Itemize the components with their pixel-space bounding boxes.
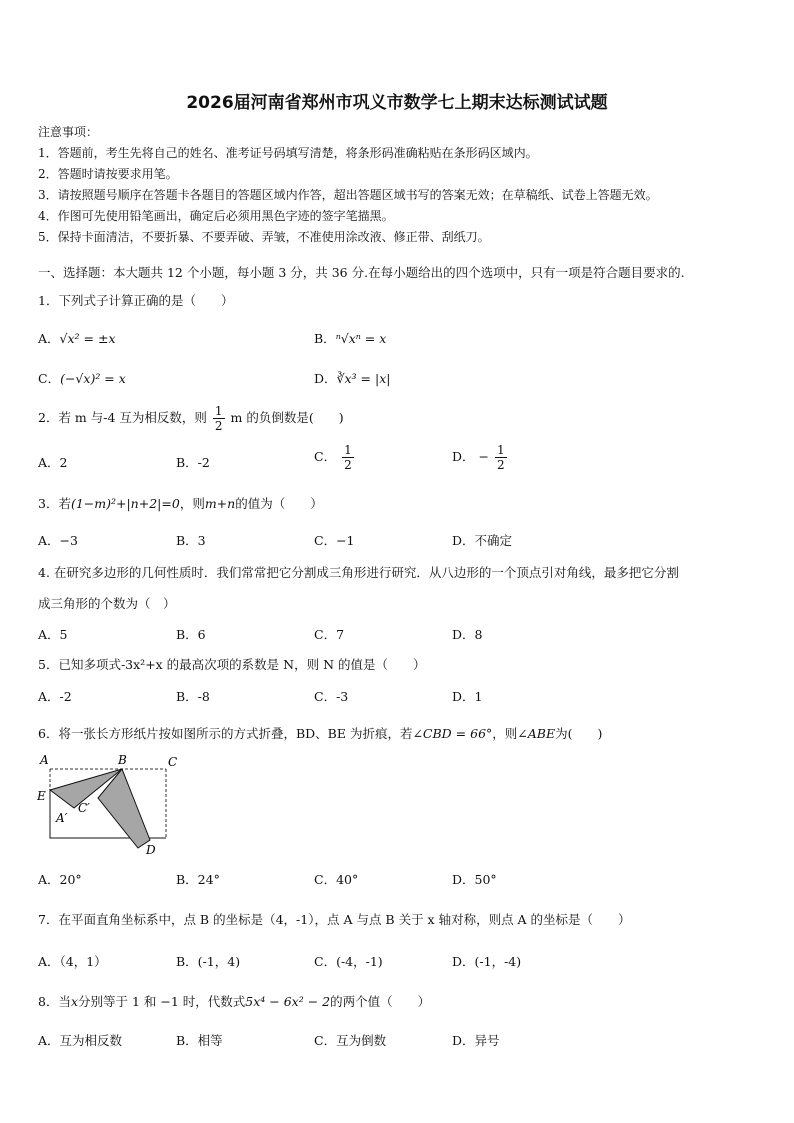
question-8-stem <box>38 992 430 1010</box>
angle-expression: ∠CBD = 66° <box>412 726 493 741</box>
notes-heading: 注意事项： <box>38 125 99 139</box>
stem-text: 分别等于 1 和 −1 时，代数式 <box>78 994 246 1009</box>
q8-option-d: D．异号 <box>452 1033 500 1048</box>
q7-option-c: C．(-4，-1) <box>314 954 383 969</box>
q3-option-d: D．不确定 <box>452 533 513 548</box>
q1-option-b <box>314 329 386 347</box>
q3-option-a: A．−3 <box>38 533 78 548</box>
q6-option-d: D．50° <box>452 872 497 887</box>
q3-option-b: B．3 <box>176 533 206 548</box>
option-label: D． <box>452 449 475 464</box>
note-item: 5．保持卡面清洁，不要折暴、不要弄破、弄皱，不准使用涂改液、修正带、刮纸刀。 <box>38 230 490 244</box>
stem-text: ，则 <box>492 726 518 741</box>
math-expression: 5x⁴ − 6x² − 2 <box>245 994 331 1009</box>
stem-text: m 的负倒数是( ) <box>230 410 344 425</box>
denominator: 2 <box>344 458 352 472</box>
denominator: 2 <box>496 458 505 472</box>
q2-option-c <box>314 443 356 472</box>
question-3-stem <box>38 494 323 512</box>
note-item: 1．答题前，考生先将自己的姓名、准考证号码填写清楚，将条形码准确粘贴在条形码区域内。 <box>38 146 538 160</box>
question-6-stem <box>38 724 602 742</box>
q8-option-c: C．互为倒数 <box>314 1033 387 1048</box>
q7-option-d: D．(-1，-4) <box>452 954 522 969</box>
stem-text: 3．若 <box>38 496 71 511</box>
q7-option-a: A．（4，1） <box>38 954 107 969</box>
stem-text: ，则 <box>179 496 205 511</box>
question-4-stem-line2: 成三角形的个数为（ ） <box>38 596 176 611</box>
option-label: C． <box>314 449 337 464</box>
notes-block <box>38 122 658 248</box>
stem-text: 的值为（ ） <box>235 496 323 511</box>
label-A-prime: A′ <box>56 811 68 825</box>
angle-expression: ∠ABE <box>517 726 556 741</box>
fraction <box>495 443 507 472</box>
option-label: D． <box>314 371 337 386</box>
q3-option-c: C．−1 <box>314 533 355 548</box>
q5-option-c: C．-3 <box>314 689 349 704</box>
question-7-stem: 7．在平面直角坐标系中，点 B 的坐标是（4，-1），点 A 与点 B 关于 x 轴对称，则点 A 的坐标是（ ） <box>38 912 631 927</box>
q4-option-c: C．7 <box>314 627 345 642</box>
question-2-stem <box>38 404 344 433</box>
q2-option-d <box>452 443 509 472</box>
q8-option-a: A．互为相反数 <box>38 1033 123 1048</box>
numerator: 1 <box>344 443 352 457</box>
label-E: E <box>37 789 46 803</box>
label-C: C <box>168 755 178 769</box>
q8-option-b: B．相等 <box>176 1033 223 1048</box>
q4-option-a: A．5 <box>38 627 68 642</box>
q4-option-b: B．6 <box>176 627 206 642</box>
q6-option-b: B．24° <box>176 872 220 887</box>
section-heading: 一、选择题：本大题共 12 个小题，每小题 3 分，共 36 分.在每小题给出的四个选项中，只有一项是符合题目要求的. <box>38 265 685 280</box>
q7-option-b: B．(-1，4) <box>176 954 241 969</box>
option-math: ∛x³ = |x| <box>336 371 391 386</box>
numerator: 1 <box>496 443 505 457</box>
q5-option-b: B．-8 <box>176 689 210 704</box>
q6-option-a: A．20° <box>38 872 82 887</box>
q1-option-a <box>38 329 116 347</box>
label-B: B <box>118 753 127 767</box>
stem-text: 6．将一张长方形纸片按如图所示的方式折叠，BD、BE 为折痕，若 <box>38 726 413 741</box>
label-D: D <box>146 843 156 857</box>
question-4-stem-line1: 4. 在研究多边形的几何性质时．我们常常把它分割成三角形进行研究．从八边形的一个顶点引对角线，最多把它分割 <box>38 565 679 580</box>
q1-option-c <box>38 369 126 387</box>
fraction <box>213 404 225 433</box>
stem-text: 的两个值（ ） <box>330 994 431 1009</box>
question-1-stem: 1．下列式子计算正确的是（ ） <box>38 293 234 308</box>
math-expression: m+n <box>204 496 236 511</box>
minus-sign: − <box>478 449 489 464</box>
q4-option-d: D．8 <box>452 627 483 642</box>
stem-text: 2．若 m 与-4 互为相反数，则 <box>38 410 207 425</box>
note-item: 2．答题时请按要求用笔。 <box>38 167 178 181</box>
stem-text: 8．当 <box>38 994 71 1009</box>
stem-text: 为( ) <box>555 726 603 741</box>
math-expression: (1−m)²+|n+2|=0 <box>70 496 180 511</box>
q1-option-d <box>314 369 390 387</box>
numerator: 1 <box>214 404 223 418</box>
option-label: B． <box>314 331 336 346</box>
variable-x: x <box>70 994 79 1009</box>
option-label: A． <box>38 331 60 346</box>
denominator: 2 <box>214 419 223 433</box>
fraction <box>342 443 354 472</box>
q6-option-c: C．40° <box>314 872 359 887</box>
note-item: 3．请按照题号顺序在答题卡各题目的答题区域内作答，超出答题区域书写的答案无效；在草稿纸、试卷上答题无效。 <box>38 188 658 202</box>
fold-diagram <box>34 752 184 858</box>
q5-option-a: A．-2 <box>38 689 72 704</box>
option-math: √x² = ±x <box>59 331 116 346</box>
option-math: ⁿ√xⁿ = x <box>335 331 387 346</box>
q2-option-a: A．2 <box>38 455 68 470</box>
label-A: A <box>40 753 49 767</box>
option-math: (−√x)² = x <box>60 371 126 386</box>
question-5-stem: 5．已知多项式-3x²+x 的最高次项的系数是 N，则 N 的值是（ ） <box>38 657 426 672</box>
q5-option-d: D．1 <box>452 689 483 704</box>
option-label: C． <box>38 371 61 386</box>
note-item: 4．作图可先使用铅笔画出，确定后必须用黑色字迹的签字笔描黑。 <box>38 209 394 223</box>
q2-option-b: B．-2 <box>176 455 210 470</box>
label-C-prime: C′ <box>78 801 90 815</box>
page-title: 2026届河南省郑州市巩义市数学七上期末达标测试试题 <box>186 93 608 113</box>
